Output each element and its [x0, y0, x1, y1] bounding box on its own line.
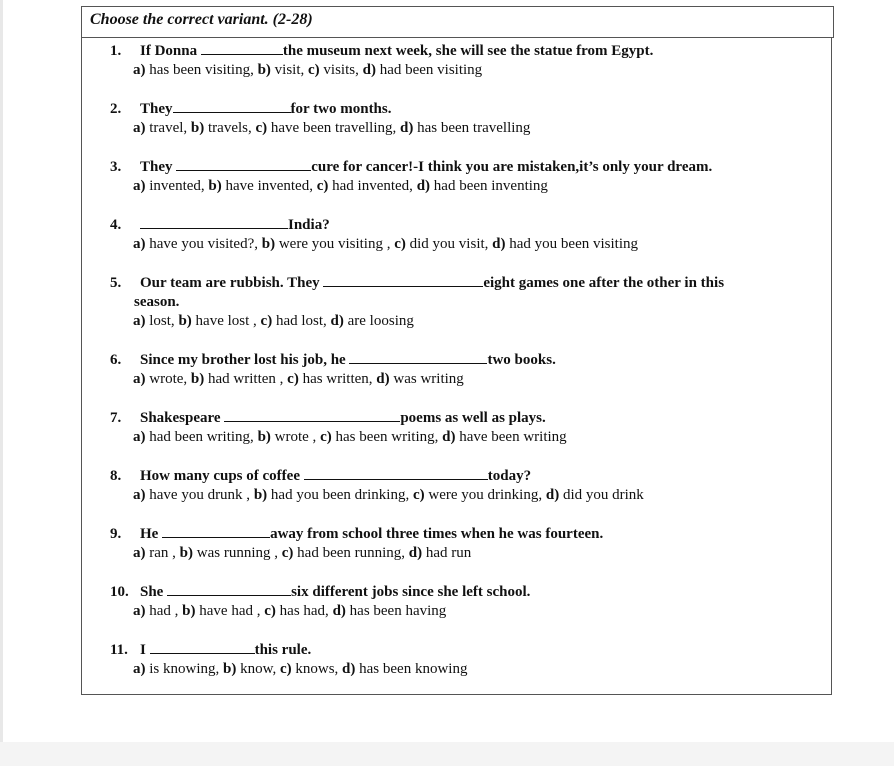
question-2 — [110, 98, 810, 138]
option-text: had , — [145, 603, 183, 619]
option-text: invented, — [145, 178, 209, 194]
option-text: has written, — [298, 371, 377, 387]
option-letter: b) — [253, 487, 268, 503]
option-text: did you visit, — [405, 236, 493, 252]
option-text: were you drinking, — [424, 487, 546, 503]
question-text-after: two books. — [487, 352, 556, 368]
question-line — [110, 465, 810, 486]
answer-option — [308, 62, 363, 78]
answer-option — [180, 545, 282, 561]
option-letter: d) — [400, 120, 414, 136]
question-text-before: They — [140, 159, 177, 175]
option-text: had been running, — [293, 545, 409, 561]
option-letter: d) — [492, 236, 506, 252]
question-3 — [110, 156, 810, 196]
option-text: has been having — [345, 603, 447, 619]
answer-options — [110, 61, 810, 80]
answer-option — [133, 603, 182, 619]
option-text: has been writing, — [331, 429, 443, 445]
option-letter: b) — [257, 429, 271, 445]
option-letter: c) — [412, 487, 425, 503]
question-text-before: If Donna — [140, 43, 201, 59]
question-number: 11. — [110, 642, 128, 658]
option-text: travels, — [204, 120, 256, 136]
option-text: was running , — [193, 545, 282, 561]
option-text: had invented, — [328, 178, 417, 194]
option-letter: b) — [261, 236, 276, 252]
option-text: know, — [236, 661, 280, 677]
option-letter: d) — [342, 661, 356, 677]
answer-blank — [224, 407, 400, 422]
option-letter: a) — [133, 661, 146, 677]
question-number: 3. — [110, 159, 122, 175]
option-letter: d) — [545, 487, 560, 503]
question-line — [110, 272, 810, 293]
question-text-after: away from school three times when he was fourteen. — [270, 526, 604, 542]
option-letter: c) — [320, 429, 332, 445]
option-letter: c) — [281, 545, 294, 561]
question-number: 7. — [110, 410, 122, 426]
option-text: had written , — [204, 371, 288, 387]
answer-option — [255, 120, 400, 136]
answer-option — [363, 62, 483, 78]
question-text-before: He — [140, 526, 163, 542]
question-number: 8. — [110, 468, 122, 484]
answer-option — [333, 603, 447, 619]
answer-options — [110, 428, 810, 447]
option-text: visit, — [270, 62, 309, 78]
answer-option — [133, 62, 258, 78]
answer-blank — [349, 349, 487, 364]
option-letter: d) — [376, 371, 390, 387]
option-letter: c) — [394, 236, 406, 252]
option-text: has been visiting, — [145, 62, 258, 78]
answer-option — [261, 313, 331, 329]
question-number: 1. — [110, 43, 122, 59]
option-letter: a) — [133, 313, 146, 329]
answer-option — [133, 661, 223, 677]
question-7 — [110, 407, 810, 447]
option-letter: d) — [362, 62, 376, 78]
option-letter: d) — [416, 178, 431, 194]
answer-option — [133, 429, 258, 445]
option-letter: b) — [178, 313, 192, 329]
option-letter: b) — [208, 178, 222, 194]
answer-option — [133, 178, 208, 194]
answer-blank — [176, 156, 311, 171]
answer-option — [191, 371, 287, 387]
answer-option — [546, 487, 644, 503]
option-letter: c) — [260, 313, 273, 329]
answer-option — [282, 545, 409, 561]
answer-option — [317, 178, 417, 194]
question-text-before: How many cups of coffee — [140, 468, 304, 484]
answer-option — [394, 236, 492, 252]
answer-blank — [162, 523, 270, 538]
option-text: wrote, — [145, 371, 191, 387]
question-line — [110, 214, 810, 235]
question-text-after: six different jobs since she left school. — [291, 584, 531, 600]
question-number: 10. — [110, 584, 129, 600]
answer-option — [262, 236, 395, 252]
option-text: had run — [422, 545, 472, 561]
answer-option — [258, 62, 308, 78]
answer-option — [409, 545, 472, 561]
option-text: knows, — [291, 661, 343, 677]
answer-option — [178, 313, 260, 329]
option-letter: c) — [279, 661, 292, 677]
answer-option — [413, 487, 546, 503]
option-letter: a) — [133, 62, 146, 78]
question-text-after: today? — [487, 468, 532, 484]
option-letter: d) — [330, 313, 344, 329]
answer-blank — [323, 272, 483, 287]
option-letter: b) — [190, 120, 205, 136]
question-line — [110, 407, 810, 428]
option-text: is knowing, — [145, 661, 224, 677]
option-text: were you visiting , — [275, 236, 395, 252]
option-letter: a) — [133, 603, 146, 619]
question-5 — [110, 272, 810, 331]
answer-options — [110, 119, 810, 138]
option-text: had you been visiting — [505, 236, 638, 252]
answer-option — [417, 178, 548, 194]
answer-options — [110, 486, 810, 505]
option-text: had you been drinking, — [267, 487, 413, 503]
option-text: ran , — [145, 545, 180, 561]
question-line — [110, 98, 810, 119]
option-letter: b) — [179, 545, 193, 561]
worksheet-title: Choose the correct variant. (2-28) — [90, 11, 313, 28]
option-text: have you drunk , — [145, 487, 254, 503]
question-line — [110, 523, 810, 544]
question-continuation: season. — [134, 294, 180, 310]
question-text-before: Our team are rubbish. They — [140, 275, 324, 291]
option-text: have lost , — [191, 313, 261, 329]
option-text: has been knowing — [355, 661, 468, 677]
option-letter: a) — [133, 120, 146, 136]
answer-option — [264, 603, 332, 619]
answer-options — [110, 602, 810, 621]
option-text: are loosing — [343, 313, 414, 329]
question-text-after: for two months. — [290, 101, 392, 117]
question-text-before: She — [140, 584, 168, 600]
answer-option — [280, 661, 342, 677]
question-9 — [110, 523, 810, 563]
answer-option — [376, 371, 464, 387]
option-letter: d) — [442, 429, 456, 445]
answer-option — [133, 120, 191, 136]
question-text-before: Since my brother lost his job, he — [140, 352, 350, 368]
question-text-after: eight games one after the other in this — [483, 275, 725, 291]
question-line — [110, 349, 810, 370]
question-line — [110, 581, 810, 602]
answer-option — [442, 429, 567, 445]
bottom-band — [0, 742, 894, 766]
question-number: 9. — [110, 526, 122, 542]
answer-blank — [304, 465, 488, 480]
header-box — [81, 6, 834, 38]
option-letter: c) — [308, 62, 320, 78]
option-letter: a) — [133, 429, 146, 445]
answer-blank — [150, 639, 255, 654]
option-text: travel, — [145, 120, 191, 136]
option-letter: b) — [182, 603, 196, 619]
answer-options — [110, 235, 810, 254]
answer-option — [223, 661, 280, 677]
answer-blank — [140, 214, 288, 229]
question-text-after: poems as well as plays. — [400, 410, 546, 426]
answer-option — [133, 313, 178, 329]
question-number: 6. — [110, 352, 122, 368]
answer-option — [133, 545, 180, 561]
question-text-after: this rule. — [254, 642, 312, 658]
option-letter: d) — [408, 545, 423, 561]
answer-option — [331, 313, 414, 329]
answer-option — [258, 429, 321, 445]
answer-option — [191, 120, 256, 136]
option-text: have you visited?, — [145, 236, 262, 252]
question-line — [110, 156, 810, 177]
option-letter: c) — [287, 371, 299, 387]
option-text: had been inventing — [430, 178, 548, 194]
question-text-before: I — [140, 642, 150, 658]
question-number: 2. — [110, 101, 122, 117]
answer-options — [110, 544, 810, 563]
question-text-before: Shakespeare — [140, 410, 225, 426]
option-letter: a) — [133, 371, 146, 387]
question-11 — [110, 639, 810, 679]
question-1 — [110, 40, 810, 80]
option-text: had been writing, — [145, 429, 258, 445]
option-text: have invented, — [221, 178, 317, 194]
question-text-after: the museum next week, she will see the statue from Egypt. — [282, 43, 654, 59]
question-line — [110, 40, 810, 61]
question-4 — [110, 214, 810, 254]
option-letter: c) — [316, 178, 329, 194]
answer-option — [287, 371, 376, 387]
option-text: wrote , — [270, 429, 321, 445]
option-letter: a) — [133, 236, 146, 252]
question-number: 5. — [110, 275, 122, 291]
question-line — [110, 639, 810, 660]
option-letter: a) — [133, 545, 146, 561]
option-text: lost, — [145, 313, 179, 329]
answer-option — [208, 178, 316, 194]
option-letter: b) — [190, 371, 205, 387]
option-letter: b) — [223, 661, 237, 677]
answer-blank — [201, 40, 283, 55]
answer-blank — [173, 98, 291, 113]
answer-options — [110, 370, 810, 389]
answer-option — [254, 487, 413, 503]
answer-options — [110, 177, 810, 196]
option-letter: c) — [255, 120, 268, 136]
option-text: was writing — [389, 371, 464, 387]
option-text: has been travelling — [413, 120, 531, 136]
option-text: did you drink — [559, 487, 644, 503]
option-letter: b) — [257, 62, 271, 78]
option-text: have been travelling, — [267, 120, 401, 136]
option-text: visits, — [319, 62, 363, 78]
answer-options — [110, 312, 810, 331]
option-text: have been writing — [455, 429, 567, 445]
question-6 — [110, 349, 810, 389]
answer-blank — [167, 581, 291, 596]
question-text-before: They — [140, 101, 173, 117]
option-letter: a) — [133, 178, 146, 194]
option-text: had been visiting — [375, 62, 483, 78]
answer-option — [133, 487, 254, 503]
answer-option — [133, 371, 191, 387]
answer-option — [320, 429, 442, 445]
answer-option — [133, 236, 262, 252]
answer-option — [400, 120, 530, 136]
question-text-after: India? — [288, 217, 330, 233]
option-letter: c) — [264, 603, 276, 619]
question-8 — [110, 465, 810, 505]
question-number: 4. — [110, 217, 122, 233]
option-text: has had, — [275, 603, 333, 619]
option-letter: a) — [133, 487, 146, 503]
answer-option — [342, 661, 467, 677]
question-10 — [110, 581, 810, 621]
question-text-after: cure for cancer!-I think you are mistaken,it’s only your dream. — [311, 159, 713, 175]
option-text: had lost, — [272, 313, 331, 329]
page-edge — [0, 0, 3, 766]
answer-option — [492, 236, 638, 252]
answer-option — [182, 603, 264, 619]
option-letter: d) — [332, 603, 346, 619]
answer-options — [110, 660, 810, 679]
option-text: have had , — [195, 603, 265, 619]
